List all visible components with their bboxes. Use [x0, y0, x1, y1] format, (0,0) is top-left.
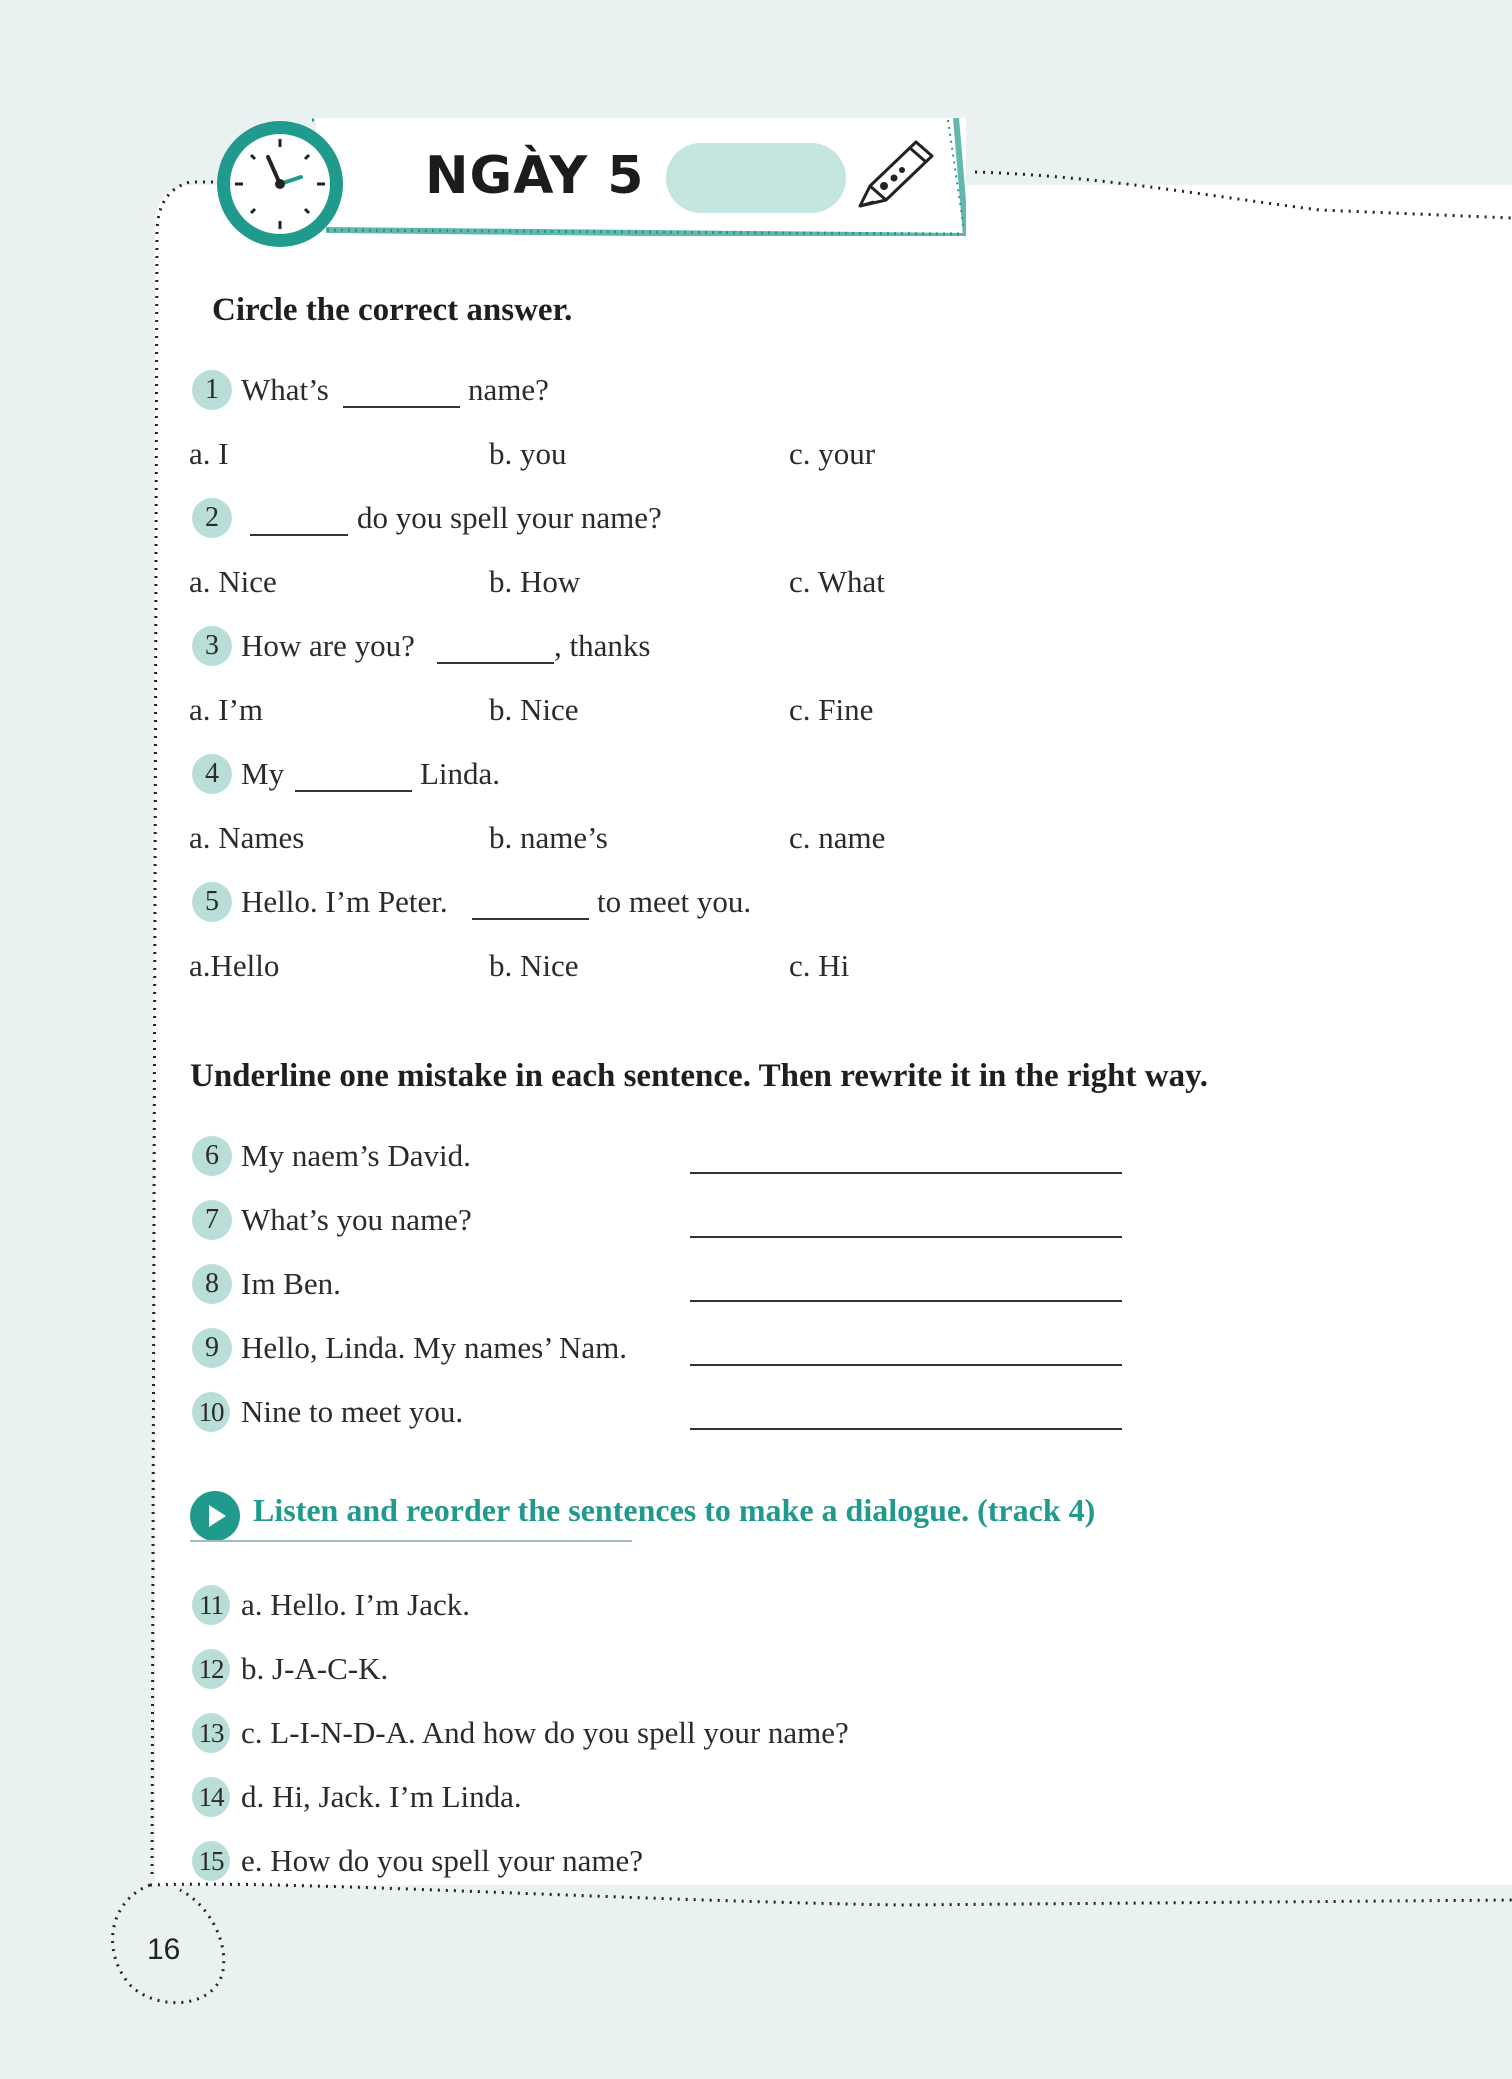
question-text-post: to meet you. [597, 884, 752, 919]
section1-instruction: Circle the correct answer. [212, 292, 573, 328]
dialogue-line: b. J-A-C-K. [241, 1651, 389, 1686]
rewrite-line[interactable] [690, 1172, 1122, 1174]
question-text-pre: How are you? [241, 628, 415, 663]
answer-blank [343, 406, 460, 408]
question-number: 2 [192, 498, 232, 538]
option-c[interactable]: c. Fine [789, 692, 874, 727]
item-number: 15 [192, 1841, 230, 1881]
question-text-pre: My [241, 756, 285, 791]
option-a[interactable]: a. I’m [189, 692, 264, 727]
dialogue-line: e. How do you spell your name? [241, 1843, 644, 1878]
item-number: 12 [192, 1649, 230, 1689]
option-b[interactable]: b. How [489, 564, 581, 599]
option-c[interactable]: c. your [789, 436, 876, 471]
option-a[interactable]: a.Hello [189, 948, 280, 983]
question-text-post: name? [468, 372, 549, 407]
question-number: 4 [192, 754, 232, 794]
option-b[interactable]: b. Nice [489, 948, 579, 983]
rewrite-line[interactable] [690, 1428, 1122, 1430]
mistake-sentence[interactable]: Nine to meet you. [241, 1394, 464, 1429]
answer-blank [472, 918, 589, 920]
question-text-post: , thanks [554, 628, 651, 663]
option-b[interactable]: b. you [489, 436, 567, 471]
title-underline [190, 1540, 632, 1542]
answer-blank [295, 790, 412, 792]
rewrite-line[interactable] [690, 1236, 1122, 1238]
option-a[interactable]: a. Names [189, 820, 305, 855]
name-pill [666, 143, 846, 213]
question-text-pre: Hello. I’m Peter. [241, 884, 448, 919]
item-number: 10 [192, 1392, 230, 1432]
answer-blank [437, 662, 554, 664]
mistake-sentence[interactable]: My naem’s David. [241, 1138, 471, 1173]
answer-blank [250, 534, 348, 536]
option-b[interactable]: b. name’s [489, 820, 608, 855]
question-text-post: Linda. [420, 756, 501, 791]
clock-icon [213, 117, 347, 251]
option-c[interactable]: c. Hi [789, 948, 850, 983]
mistake-sentence[interactable]: Im Ben. [241, 1266, 341, 1301]
option-c[interactable]: c. What [789, 564, 885, 599]
rewrite-line[interactable] [690, 1300, 1122, 1302]
play-icon[interactable] [190, 1491, 240, 1541]
page-number: 16 [147, 1933, 181, 1966]
day-title: NGÀY 5 [425, 146, 645, 206]
item-number: 8 [192, 1264, 232, 1304]
item-number: 9 [192, 1328, 232, 1368]
section2-instruction: Underline one mistake in each sentence. Then rewrite it in the right way. [190, 1058, 1209, 1094]
item-number: 11 [192, 1585, 230, 1625]
question-text-post: do you spell your name? [357, 500, 662, 535]
mistake-sentence[interactable]: Hello, Linda. My names’ Nam. [241, 1330, 627, 1365]
item-number: 7 [192, 1200, 232, 1240]
item-number: 13 [192, 1713, 230, 1753]
dialogue-line: d. Hi, Jack. I’m Linda. [241, 1779, 522, 1814]
question-number: 5 [192, 882, 232, 922]
dialogue-line: c. L-I-N-D-A. And how do you spell your name? [241, 1715, 849, 1750]
question-number: 1 [192, 370, 232, 410]
option-c[interactable]: c. name [789, 820, 886, 855]
option-a[interactable]: a. I [189, 436, 229, 471]
option-a[interactable]: a. Nice [189, 564, 277, 599]
item-number: 6 [192, 1136, 232, 1176]
item-number: 14 [192, 1777, 230, 1817]
question-text-pre: What’s [241, 372, 329, 407]
mistake-sentence[interactable]: What’s you name? [241, 1202, 472, 1237]
pencil-icon [850, 134, 940, 216]
dialogue-line: a. Hello. I’m Jack. [241, 1587, 470, 1622]
rewrite-line[interactable] [690, 1364, 1122, 1366]
section3-instruction: Listen and reorder the sentences to make a dialogue. (track 4) [253, 1492, 1096, 1528]
option-b[interactable]: b. Nice [489, 692, 579, 727]
question-number: 3 [192, 626, 232, 666]
